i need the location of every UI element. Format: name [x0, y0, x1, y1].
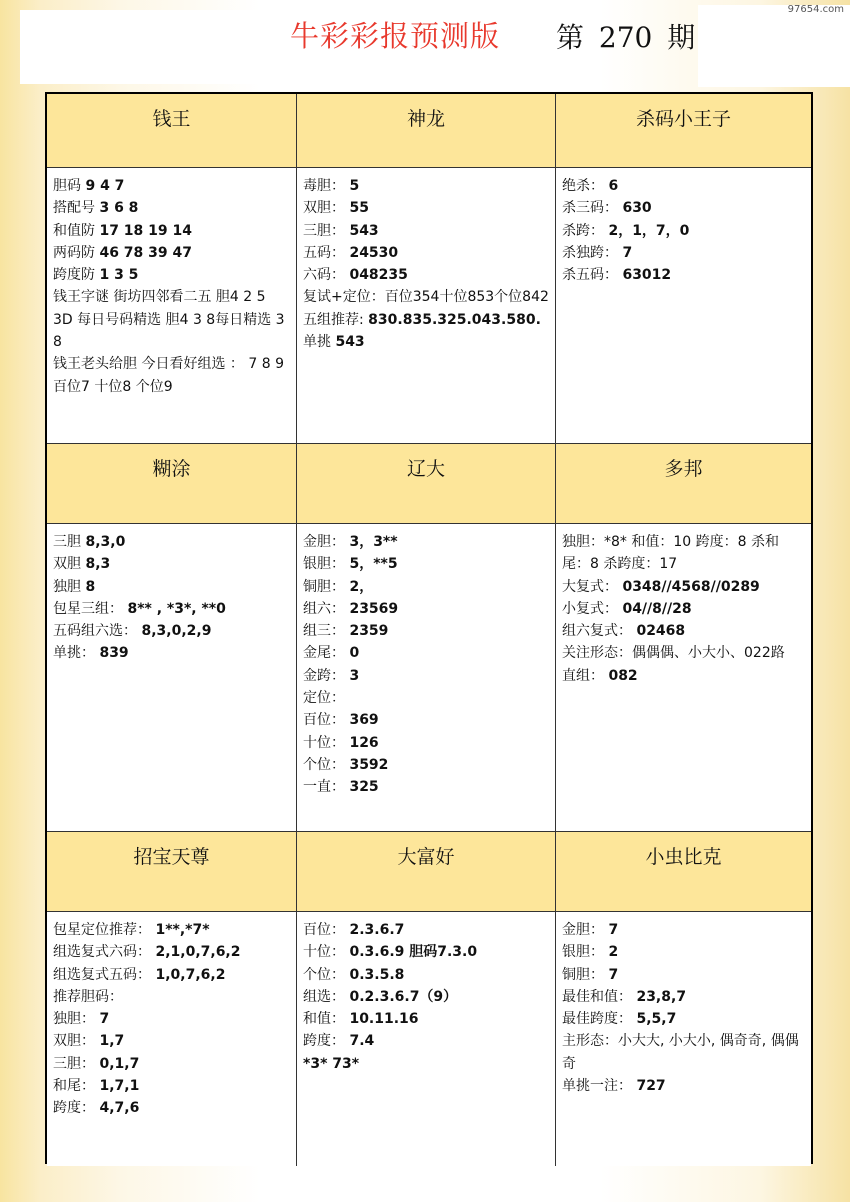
prediction-line [562, 576, 805, 598]
prediction-line [562, 665, 805, 687]
expert-header [297, 444, 556, 524]
prediction-label: 最佳跨度： [562, 1011, 632, 1028]
expert-name: 杀码小王子 [635, 108, 731, 130]
prediction-line [562, 175, 805, 197]
prediction-line [303, 553, 549, 575]
prediction-label: 一直： [303, 779, 345, 796]
prediction-value: 7 [608, 966, 619, 983]
prediction-value: 02468 [636, 623, 686, 640]
prediction-value: 23,8,7 [636, 988, 687, 1005]
prediction-label: 跨度： [53, 1100, 95, 1117]
prediction-line [303, 986, 549, 1008]
prediction-value: 8,3 [85, 556, 111, 573]
prediction-value: *3* 73* [303, 1055, 360, 1072]
prediction-label: 银胆： [303, 556, 345, 573]
blank-area-right [698, 5, 850, 87]
prediction-value: 369 [349, 712, 379, 729]
blank-area-left [20, 10, 268, 84]
prediction-line [53, 576, 290, 598]
expert-predictions [47, 524, 297, 832]
prediction-value: 9 4 7 [85, 178, 125, 194]
prediction-line [303, 642, 549, 664]
prediction-value: 1 3 5 [99, 267, 139, 284]
prediction-line [562, 620, 805, 642]
prediction-label: 双胆： [53, 1033, 95, 1050]
prediction-value: 04//8//28 [622, 600, 692, 617]
prediction-line [562, 964, 805, 986]
prediction-value: 543 [335, 334, 365, 351]
prediction-line [303, 531, 549, 553]
prediction-value: 2.3.6.7 [349, 922, 405, 938]
prediction-value: 10.11.16 [349, 1011, 419, 1028]
expert-header [47, 94, 297, 168]
expert-name: 大富好 [397, 846, 455, 868]
prediction-line [53, 1053, 290, 1075]
prediction-value: 0 [349, 645, 360, 662]
expert-name: 钱王 [152, 108, 191, 130]
prediction-label: 铜胆： [303, 578, 345, 595]
prediction-label: 十位： [303, 944, 345, 961]
prediction-value: 8,3,0 [85, 534, 126, 550]
prediction-line [53, 598, 290, 620]
prediction-value: 7 [622, 244, 633, 261]
prediction-line [53, 964, 290, 986]
prediction-label: 组六： [303, 600, 345, 617]
prediction-label: 金胆： [562, 922, 604, 938]
prediction-line [303, 754, 549, 776]
prediction-value: 082 [608, 667, 638, 684]
expert-predictions [556, 168, 811, 444]
prediction-line [53, 531, 290, 553]
prediction-value: 17 18 19 14 [99, 222, 193, 239]
prediction-line [53, 353, 290, 398]
prediction-label: 大复式： [562, 578, 618, 595]
prediction-label: 组选： [303, 988, 345, 1005]
prediction-line [562, 220, 805, 242]
prediction-label: 组三： [303, 623, 345, 640]
expert-name: 多邦 [664, 458, 703, 480]
prediction-line [53, 220, 290, 242]
prediction-value: 830.835.325.043.580. [368, 311, 541, 328]
prediction-line [562, 242, 805, 264]
prediction-label: 杀独跨： [562, 244, 618, 261]
prediction-label: 和尾： [53, 1078, 95, 1095]
prediction-label: 最佳和值： [562, 988, 632, 1005]
forecast-table [45, 92, 813, 1164]
prediction-label: 五码： [303, 244, 345, 261]
prediction-line [303, 331, 549, 353]
prediction-line [562, 1008, 805, 1030]
prediction-value: 0,1,7 [99, 1055, 140, 1072]
prediction-value: 8 [85, 578, 96, 595]
prediction-value: 5，**5 [349, 556, 398, 573]
prediction-line [303, 687, 549, 709]
expert-predictions [297, 168, 556, 444]
prediction-label: 独胆： [53, 1011, 95, 1028]
expert-predictions [297, 912, 556, 1166]
expert-predictions [47, 168, 297, 444]
expert-header [47, 444, 297, 524]
prediction-value: 2,1,0,7,6,2 [155, 944, 241, 961]
prediction-line [53, 264, 290, 286]
prediction-line [303, 264, 549, 286]
prediction-line [303, 286, 549, 308]
prediction-label: 推荐胆码： [53, 988, 123, 1005]
prediction-line [303, 242, 549, 264]
expert-header [47, 832, 297, 912]
prediction-label: 六码： [303, 267, 345, 284]
prediction-line [303, 309, 549, 331]
prediction-line [53, 986, 290, 1008]
prediction-value: 5 [349, 178, 360, 194]
prediction-value: 543 [349, 222, 379, 239]
prediction-label: 杀跨： [562, 222, 604, 239]
expert-name: 糊涂 [152, 458, 191, 480]
prediction-label: 三胆 [53, 534, 86, 550]
prediction-line [303, 175, 549, 197]
prediction-value: 3592 [349, 756, 389, 773]
prediction-line [562, 264, 805, 286]
expert-name: 辽大 [406, 458, 445, 480]
prediction-label: 3D 每日号码精选 胆4 3 8每日精选 3 8 [53, 311, 285, 351]
prediction-value: 1**,*7* [155, 922, 210, 938]
prediction-value: 839 [99, 645, 129, 662]
issue-number: 第 270 期 [556, 21, 696, 54]
prediction-line [562, 941, 805, 963]
prediction-line [303, 1008, 549, 1030]
prediction-line [53, 197, 290, 219]
site-watermark: 97654.com [787, 4, 844, 15]
prediction-label: 两码防 [53, 244, 95, 261]
prediction-label: 三胆： [53, 1055, 95, 1072]
prediction-value: 7 [608, 922, 619, 938]
prediction-line [303, 576, 549, 598]
prediction-value: 4,7,6 [99, 1100, 140, 1117]
prediction-label: 单挑一注： [562, 1078, 632, 1095]
prediction-label: 包星三组： [53, 600, 123, 617]
prediction-line [303, 732, 549, 754]
prediction-line [53, 242, 290, 264]
prediction-value: 2，1，7，0 [608, 222, 690, 239]
prediction-label: 搭配号 [53, 200, 95, 217]
prediction-label: 金跨： [303, 667, 345, 684]
prediction-line [303, 620, 549, 642]
prediction-label: 主形态：小大大, 小大小, 偶奇奇, 偶偶奇 [562, 1033, 799, 1072]
expert-name: 招宝天尊 [133, 846, 210, 868]
prediction-label: 跨度： [303, 1033, 345, 1050]
prediction-line [53, 1097, 290, 1119]
prediction-label: 银胆： [562, 944, 604, 961]
prediction-label: 绝杀： [562, 178, 604, 194]
prediction-value: 3 6 8 [99, 200, 139, 217]
prediction-line [53, 175, 290, 197]
prediction-line [53, 620, 290, 642]
prediction-line [303, 197, 549, 219]
prediction-label: 组六复式： [562, 623, 632, 640]
prediction-value: 126 [349, 734, 379, 751]
prediction-line [562, 919, 805, 941]
prediction-value: 0348//4568//0289 [622, 578, 760, 595]
prediction-value: 1,7 [99, 1033, 125, 1050]
prediction-value: 0.3.5.8 [349, 966, 405, 983]
prediction-value: 55 [349, 200, 369, 217]
prediction-value: 23569 [349, 600, 399, 617]
prediction-label: 跨度防 [53, 267, 95, 284]
prediction-value: 3 [349, 667, 360, 684]
blank-area-center [347, 55, 587, 83]
prediction-value: 8,3,0,2,9 [141, 623, 212, 640]
prediction-line [562, 598, 805, 620]
prediction-value: 7 [99, 1011, 110, 1028]
prediction-label: 复试+定位：百位354十位853个位842 [303, 289, 549, 306]
prediction-label: 组选复式五码： [53, 966, 151, 983]
prediction-value: 5,5,7 [636, 1011, 677, 1028]
prediction-label: 定位： [303, 690, 345, 707]
prediction-value: 6 [608, 178, 619, 194]
prediction-value: 630 [622, 200, 652, 217]
expert-header [297, 94, 556, 168]
prediction-line [562, 1030, 805, 1075]
expert-name: 神龙 [406, 108, 445, 130]
page-title: 牛彩彩报预测版 [290, 19, 501, 53]
prediction-line [303, 220, 549, 242]
prediction-line [303, 709, 549, 731]
prediction-label: 金尾： [303, 645, 345, 662]
expert-header [556, 832, 811, 912]
prediction-label: 五码组六选： [53, 623, 137, 640]
prediction-value: 325 [349, 779, 379, 796]
prediction-value: 24530 [349, 244, 399, 261]
prediction-value: 048235 [349, 267, 408, 284]
prediction-line [53, 1008, 290, 1030]
prediction-label: 独胆：*8* 和值：10 跨度：8 杀和尾：8 杀跨度：17 [562, 534, 779, 573]
prediction-label: 小复式： [562, 600, 618, 617]
prediction-label: 个位： [303, 756, 345, 773]
prediction-label: 毒胆： [303, 178, 345, 194]
expert-header [556, 94, 811, 168]
prediction-label: 包星定位推荐： [53, 922, 151, 938]
prediction-line [53, 1030, 290, 1052]
prediction-label: 钱王老头给胆 今日看好组选 ： 7 8 9百位7 十位8 个位9 [53, 356, 284, 395]
prediction-label: 百位： [303, 922, 345, 938]
prediction-line [303, 665, 549, 687]
prediction-label: 直组： [562, 667, 604, 684]
prediction-value: 7.4 [349, 1033, 375, 1050]
prediction-label: 十位： [303, 734, 345, 751]
expert-header [556, 444, 811, 524]
prediction-line [562, 531, 805, 576]
expert-predictions [297, 524, 556, 832]
prediction-line [53, 941, 290, 963]
prediction-label: 双胆： [303, 200, 345, 217]
prediction-line [303, 964, 549, 986]
prediction-label: 和值防 [53, 222, 95, 239]
prediction-value: 0.2.3.6.7（9） [349, 988, 458, 1005]
prediction-line [53, 553, 290, 575]
prediction-label: 杀五码： [562, 267, 618, 284]
prediction-value: 2359 [349, 623, 389, 640]
prediction-line [562, 642, 805, 664]
prediction-value: 3，3** [349, 534, 398, 550]
prediction-line [53, 642, 290, 664]
prediction-line [303, 941, 549, 963]
prediction-label: 五组推荐: [303, 311, 364, 328]
prediction-value: 2， [349, 578, 374, 595]
prediction-label: 金胆： [303, 534, 345, 550]
prediction-label: 杀三码： [562, 200, 618, 217]
prediction-label: 铜胆： [562, 966, 604, 983]
prediction-label: 单挑 [303, 334, 331, 351]
prediction-label: 三胆： [303, 222, 345, 239]
prediction-label: 胆码 [53, 178, 81, 194]
prediction-line [53, 919, 290, 941]
prediction-value: 63012 [622, 267, 672, 284]
prediction-line [303, 1053, 549, 1075]
prediction-line [53, 286, 290, 308]
prediction-label: 组选复式六码： [53, 944, 151, 961]
prediction-value: 2 [608, 944, 619, 961]
prediction-line [53, 1075, 290, 1097]
prediction-line [562, 197, 805, 219]
expert-predictions [556, 912, 811, 1166]
prediction-label: 单挑： [53, 645, 95, 662]
prediction-value: 1,0,7,6,2 [155, 966, 226, 983]
prediction-line [562, 1075, 805, 1097]
prediction-label: 百位： [303, 712, 345, 729]
prediction-line [303, 776, 549, 798]
prediction-label: 个位： [303, 966, 345, 983]
prediction-value: 727 [636, 1078, 666, 1095]
prediction-label: 独胆 [53, 578, 86, 595]
prediction-line [303, 1030, 549, 1052]
expert-header [297, 832, 556, 912]
prediction-label: 和值： [303, 1011, 345, 1028]
prediction-line [562, 986, 805, 1008]
prediction-line [303, 919, 549, 941]
prediction-line [303, 598, 549, 620]
prediction-line [53, 309, 290, 354]
prediction-label: 钱王字谜 街坊四邻看二五 胆4 2 5 [53, 289, 266, 306]
prediction-value: 0.3.6.9 胆码7.3.0 [349, 944, 478, 961]
prediction-label: 双胆 [53, 556, 86, 573]
prediction-value: 46 78 39 47 [99, 244, 193, 261]
expert-predictions [47, 912, 297, 1166]
expert-name: 小虫比克 [645, 846, 722, 868]
expert-predictions [556, 524, 811, 832]
prediction-label: 关注形态：偶偶偶、小大小、022路 [562, 645, 785, 662]
prediction-value: 8** , *3*, **0 [127, 600, 226, 617]
prediction-value: 1,7,1 [99, 1078, 140, 1095]
